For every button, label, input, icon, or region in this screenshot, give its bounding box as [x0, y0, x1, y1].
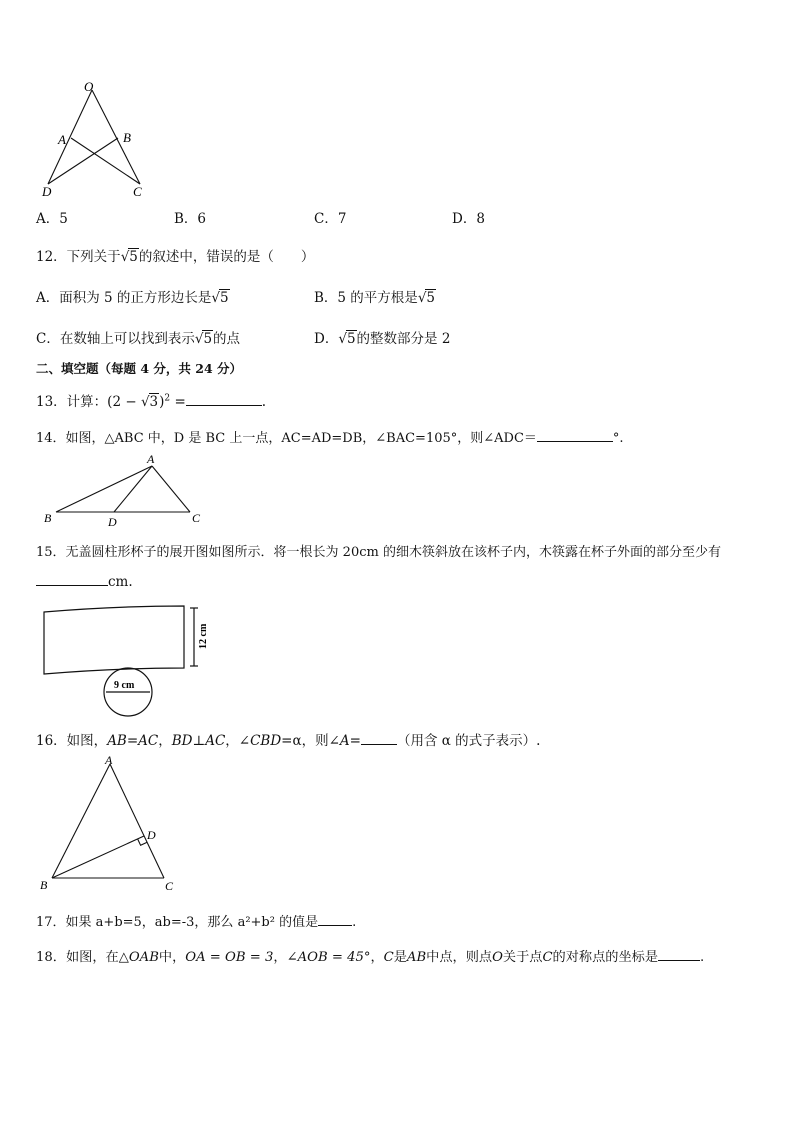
segment-ad — [114, 466, 152, 512]
answer-blank[interactable] — [36, 573, 108, 586]
label-d: D — [147, 828, 156, 842]
sqrt-symbol: √5 — [120, 249, 138, 265]
answer-blank[interactable] — [658, 948, 700, 961]
label-b: B — [123, 130, 131, 145]
segment-oc — [92, 90, 140, 184]
q11-option-c[interactable]: C．7 — [314, 211, 347, 227]
label-c: C — [165, 879, 174, 893]
q12-stem: 12．下列关于√5的叙述中，错误的是（ ） — [36, 249, 315, 265]
label-c: C — [133, 184, 142, 199]
answer-blank[interactable] — [186, 393, 262, 406]
segment-ac — [152, 466, 190, 512]
segment-ab — [56, 466, 152, 512]
label-a: A — [58, 132, 66, 147]
answer-blank[interactable] — [318, 913, 352, 926]
q17: 17．如果 a+b=5，ab=-3，那么 a²+b² 的值是 . — [36, 915, 357, 930]
height-label: 12 cm — [198, 623, 209, 649]
figure-q11 — [36, 76, 156, 200]
figure-q14 — [36, 450, 216, 530]
q11-option-a[interactable]: A．5 — [36, 211, 68, 227]
cup-side-unfolded — [44, 606, 184, 674]
figure-q15 — [36, 598, 216, 720]
answer-blank[interactable] — [537, 429, 613, 442]
label-c: C — [192, 511, 201, 525]
diameter-label: 9 cm — [114, 680, 135, 691]
q13: 13．计算：$(2 - √3)^2$ = . — [36, 393, 267, 410]
q11-option-d[interactable]: D．8 — [452, 211, 485, 227]
segment-bd — [52, 836, 144, 878]
figure-q16 — [36, 752, 196, 896]
q12-option-b[interactable]: B．5 的平方根是√5 — [314, 290, 436, 306]
label-d: D — [108, 515, 117, 529]
segment-ac — [110, 764, 164, 878]
section-heading: 二、填空题（每题 4 分，共 24 分） — [36, 361, 243, 376]
q15-line1: 15．无盖圆柱形杯子的展开图如图所示．将一根长为 20cm 的细木筷斜放在该杯子内，木筷露在杯子外面的部分至少有 — [36, 545, 721, 560]
label-a: A — [105, 753, 113, 767]
label-b: B — [40, 878, 48, 892]
q12-option-c[interactable]: C．在数轴上可以找到表示√5的点 — [36, 331, 241, 347]
answer-blank[interactable] — [361, 732, 397, 745]
label-d: D — [42, 184, 52, 199]
q15-line2: cm. — [36, 573, 133, 590]
q11-option-b[interactable]: B．6 — [174, 211, 207, 227]
q12-option-d[interactable]: D．√5的整数部分是 2 — [314, 331, 451, 347]
q18: 18．如图，在△OAB中，OA = OB = 3，∠AOB = 45°，C是AB中点，则点O关于点C的对称点的坐标是 . — [36, 950, 705, 965]
label-a: A — [147, 452, 155, 466]
label-b: B — [44, 511, 52, 525]
q12-option-a[interactable]: A．面积为 5 的正方形边长是√5 — [36, 290, 229, 306]
q16: 16．如图，AB=AC，BD⊥AC，∠CBD=α，则∠A= （用含 α 的式子表示）. — [36, 733, 541, 749]
label-o: O — [84, 79, 94, 94]
q14: 14．如图，△ABC 中，D 是 BC 上一点，AC=AD=DB，∠BAC=105°，则∠ADC＝ °. — [36, 431, 624, 446]
segment-ab — [52, 764, 110, 878]
